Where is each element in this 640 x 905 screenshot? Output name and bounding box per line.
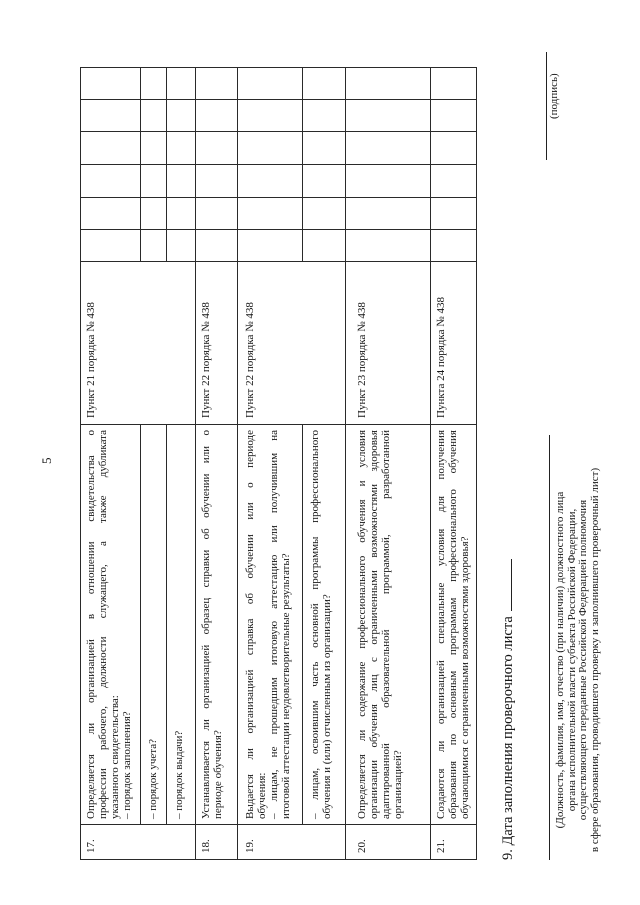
- question-line: организации обучения лиц с ограниченными возможностями здоровья: [368, 430, 380, 819]
- answer-cell: [81, 68, 141, 100]
- answer-cell: [141, 100, 167, 132]
- answer-cell: [346, 198, 431, 230]
- table-row: [346, 68, 431, 860]
- answer-cell: [167, 198, 196, 230]
- page-number: 5: [39, 457, 54, 464]
- answer-cell: [238, 68, 303, 100]
- answer-cell: [196, 132, 238, 165]
- position-caption-line: (Должность, фамилия, имя, отчество (при наличии) должностного лица: [554, 491, 566, 829]
- table-row: [141, 68, 167, 860]
- table-row: [167, 68, 196, 860]
- answer-cell: [167, 132, 196, 165]
- answer-cell: [167, 165, 196, 198]
- question-line: – лицам, не прошедшим итоговую аттестацию или получившим на: [268, 430, 280, 819]
- position-caption-line: органа исполнительной власти субъекта Российской Федерации,: [565, 508, 578, 812]
- checklist-table-body: [81, 68, 477, 860]
- question-cell: [431, 425, 477, 825]
- reference-cell: Пункт 21 порядка № 438: [81, 262, 196, 425]
- question-cell: [238, 425, 303, 825]
- answer-cell: [303, 165, 346, 198]
- answer-cell: [141, 230, 167, 262]
- answer-cell: [346, 100, 431, 132]
- question-cell: [303, 425, 346, 825]
- answer-cell: [431, 100, 477, 132]
- position-caption-line: в сфере образования, проводившего проверку и заполнившего проверочный лист): [588, 467, 601, 853]
- question-line: итоговой аттестации неудовлетворительные результаты?: [280, 553, 292, 819]
- answer-cell: [346, 165, 431, 198]
- row-number-cell: 18.: [196, 825, 238, 860]
- reference-cell: Пункт 22 порядка № 438: [196, 262, 238, 425]
- question-line: Устанавливается ли организацией образец справки об обучении или о: [200, 430, 212, 819]
- answer-cell: [81, 132, 141, 165]
- table-row: [196, 68, 238, 860]
- question-line: – порядок выдачи?: [173, 730, 185, 819]
- answer-cell: [431, 132, 477, 165]
- answer-cell: [431, 68, 477, 100]
- question-line: образования по основным программам профессионального обучения: [447, 430, 459, 819]
- answer-cell: [81, 165, 141, 198]
- date-field-label: 9. Дата заполнения проверочного листа: [500, 616, 516, 860]
- answer-cell: [141, 198, 167, 230]
- answer-cell: [303, 100, 346, 132]
- table-row: [303, 68, 346, 860]
- answer-cell: [431, 165, 477, 198]
- question-line: обучения и (или) отчисленным из организации?: [321, 594, 333, 819]
- question-line: профессии рабочего, должности служащего, а также дубликата: [97, 430, 109, 819]
- answer-cell: [238, 132, 303, 165]
- row-number-cell: 20.: [346, 825, 431, 860]
- question-line: Определяется ли содержание профессионального обучения и условия: [356, 430, 368, 819]
- answer-cell: [303, 198, 346, 230]
- answer-cell: [346, 68, 431, 100]
- question-line: указанного свидетельства:: [109, 695, 121, 819]
- table-row: [81, 68, 141, 860]
- reference-cell: Пункт 22 порядка № 438: [238, 262, 346, 425]
- answer-cell: [238, 165, 303, 198]
- question-line: Создаются ли организацией специальные условия для получения: [435, 430, 447, 819]
- answer-cell: [196, 68, 238, 100]
- answer-cell: [81, 100, 141, 132]
- question-cell: [81, 425, 141, 825]
- question-line: – порядок заполнения?: [121, 711, 133, 819]
- question-line: – лицам, освоившим часть основной программы профессионального: [309, 430, 321, 819]
- answer-cell: [238, 198, 303, 230]
- question-line: обучающимися с ограниченными возможностями здоровья?: [459, 536, 471, 819]
- answer-cell: [196, 100, 238, 132]
- answer-cell: [196, 198, 238, 230]
- question-cell: [167, 425, 196, 825]
- answer-cell: [167, 68, 196, 100]
- answer-cell: [81, 198, 141, 230]
- answer-cell: [196, 165, 238, 198]
- answer-cell: [303, 68, 346, 100]
- checklist-table: [80, 67, 477, 860]
- reference-cell: Пункт 23 порядка № 438: [346, 262, 431, 425]
- question-line: обучения:: [256, 772, 268, 819]
- answer-cell: [238, 230, 303, 262]
- answer-cell: [141, 68, 167, 100]
- question-line: адаптированной образовательной программой, разработанной: [380, 430, 392, 819]
- table-row: [431, 68, 477, 860]
- question-cell: [346, 425, 431, 825]
- question-cell: [141, 425, 167, 825]
- signature-caption: (подпись): [548, 73, 560, 119]
- answer-cell: [346, 230, 431, 262]
- answer-cell: [303, 230, 346, 262]
- row-number-cell: 17.: [81, 825, 196, 860]
- question-line: Выдается ли организацией справка об обучении или о периоде: [244, 430, 256, 819]
- answer-cell: [81, 230, 141, 262]
- answer-cell: [167, 230, 196, 262]
- question-line: – порядок учета?: [147, 738, 159, 819]
- row-number-cell: 19.: [238, 825, 346, 860]
- answer-cell: [303, 132, 346, 165]
- reference-cell: Пункта 24 порядка № 438: [431, 262, 477, 425]
- answer-cell: [167, 100, 196, 132]
- question-line: Определяется ли организацией в отношении свидетельства о: [85, 430, 97, 819]
- answer-cell: [238, 100, 303, 132]
- position-caption-line: осуществляющего переданные Российской Федерацией полномочия: [577, 499, 589, 821]
- answer-cell: [431, 230, 477, 262]
- question-cell: [196, 425, 238, 825]
- position-signature-line: [549, 435, 550, 860]
- answer-cell: [346, 132, 431, 165]
- signature-line: [546, 52, 547, 160]
- question-line: периоде обучения?: [212, 730, 224, 819]
- table-row: [238, 68, 303, 860]
- answer-cell: [196, 230, 238, 262]
- question-line: организацией?: [392, 750, 404, 819]
- answer-cell: [141, 165, 167, 198]
- position-caption: [555, 450, 601, 870]
- date-field: [498, 559, 517, 860]
- date-field-underline: [498, 559, 512, 611]
- row-number-cell: 21.: [431, 825, 477, 860]
- answer-cell: [141, 132, 167, 165]
- answer-cell: [431, 198, 477, 230]
